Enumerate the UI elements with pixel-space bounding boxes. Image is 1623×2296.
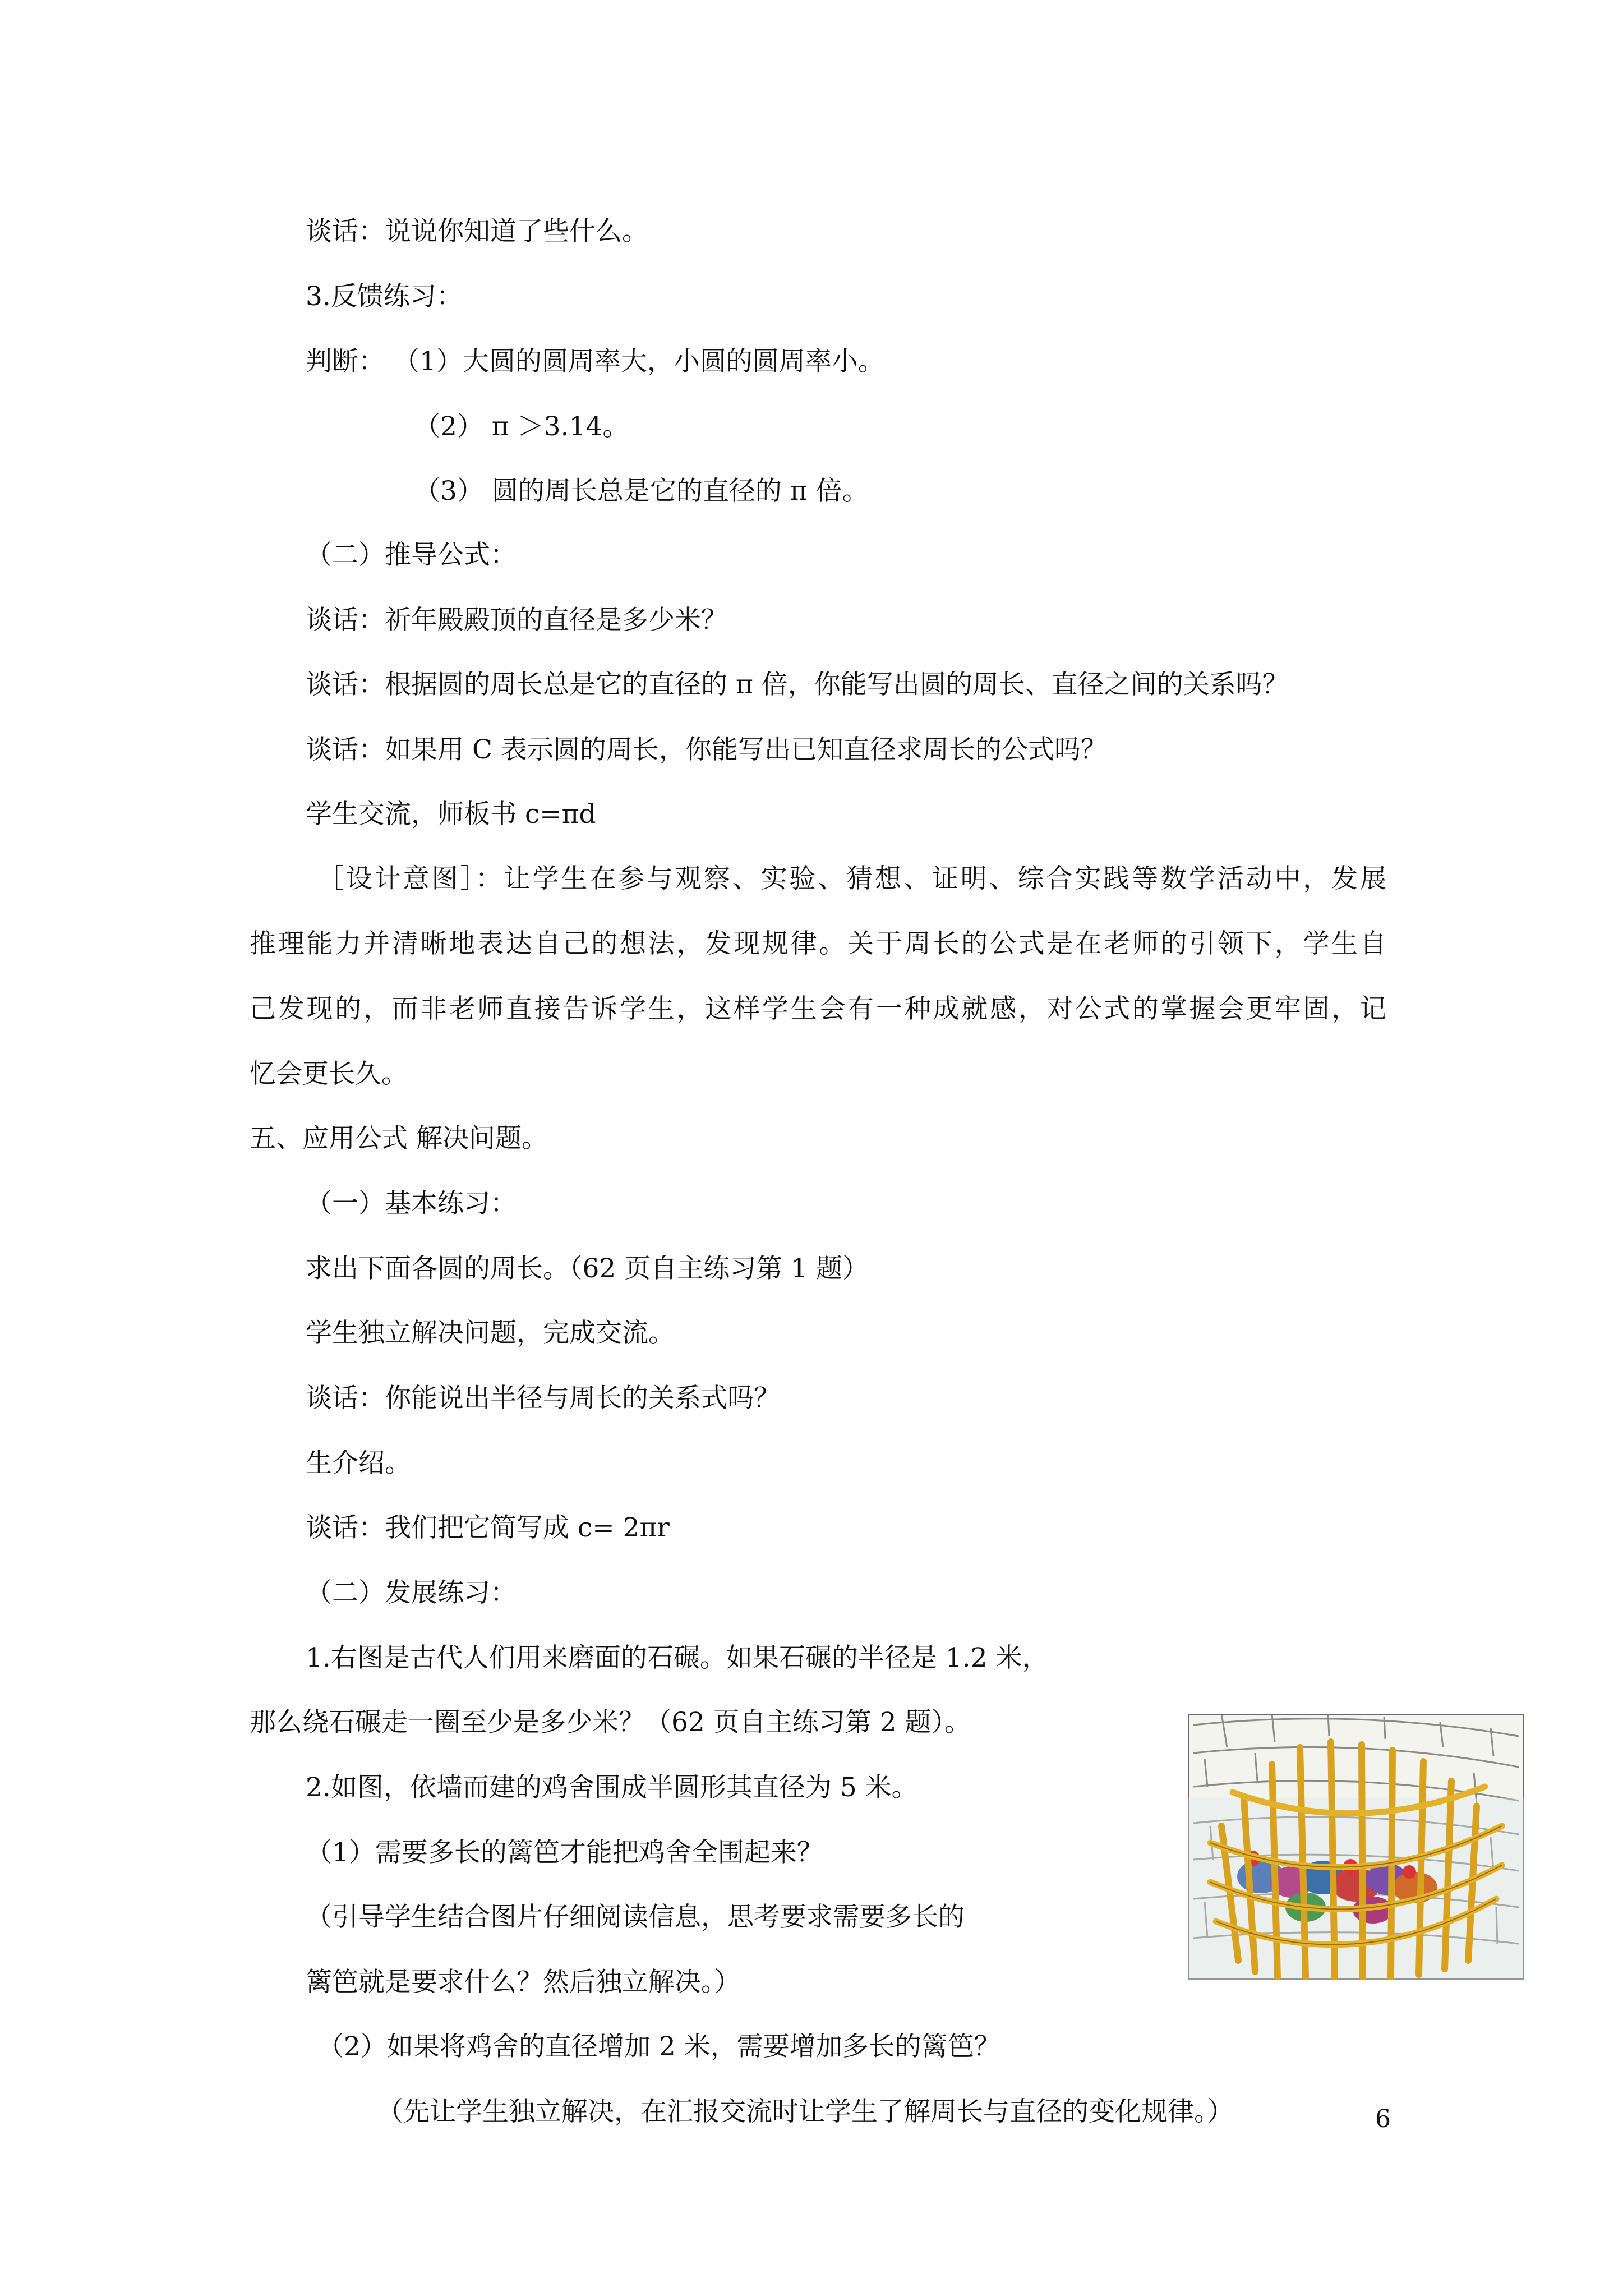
text-line: 学生独立解决问题，完成交流。 [306, 1318, 675, 1349]
text-line: 判断： （1）大圆的圆周率大，小圆的圆周率小。 [306, 346, 884, 377]
text-line: 那么绕石碾走一圈至少是多少米？（62 页自主练习第 2 题）。 [250, 1707, 971, 1738]
design-intent-line: 忆会更长久。 [250, 1059, 408, 1089]
text-line: （3） 圆的周长总是它的直径的 π 倍。 [414, 476, 869, 507]
text-line: 生介绍。 [306, 1448, 411, 1479]
text-line: 学生交流，师板书 c=πd [306, 799, 596, 830]
text-line: 谈话：如果用 C 表示圆的周长，你能写出已知直径求周长的公式吗？ [306, 734, 1107, 765]
design-intent-line: ［设计意图］：让学生在参与观察、实验、猜想、证明、综合实践等数学活动中，发展 [317, 863, 1386, 894]
section-heading: （二）推导公式： [306, 540, 517, 570]
page-number: 6 [1375, 2105, 1391, 2133]
text-line: （先让学生独立解决，在汇报交流时让学生了解周长与直径的变化规律。） [377, 2096, 1234, 2127]
section-heading: （一）基本练习： [306, 1188, 517, 1219]
text-line: 谈话：祈年殿殿顶的直径是多少米？ [306, 605, 727, 636]
text-line: （1）需要多长的篱笆才能把鸡舍全围起来？ [306, 1837, 823, 1868]
text-line: 1.右图是古代人们用来磨面的石碾。如果石碾的半径是 1.2 米， [306, 1642, 1049, 1673]
text-line: 谈话：我们把它简写成 c= 2πr [306, 1512, 670, 1543]
text-line: 谈话：你能说出半径与周长的关系式吗？ [306, 1383, 780, 1414]
section-heading: 五、应用公式 解决问题。 [250, 1123, 548, 1154]
chicken-coop-illustration [1188, 1714, 1524, 1980]
text-line: 3.反馈练习： [306, 281, 463, 312]
text-line: 篱笆就是要求什么？然后独立解决。） [306, 1967, 741, 1998]
text-line: 谈话：根据圆的周长总是它的直径的 π 倍，你能写出圆的周长、直径之间的关系吗？ [306, 669, 1289, 700]
text-line: （引导学生结合图片仔细阅读信息，思考要求需要多长的 [306, 1902, 965, 1932]
design-intent-line: 推理能力并清晰地表达自己的想法，发现规律。关于周长的公式是在老师的引领下，学生自 [250, 928, 1386, 959]
design-intent-line: 己发现的，而非老师直接告诉学生，这样学生会有一种成就感，对公式的掌握会更牢固，记 [250, 993, 1386, 1024]
section-heading: （二）发展练习： [306, 1577, 517, 1608]
text-line: 2.如图，依墙而建的鸡舍围成半圆形其直径为 5 米。 [306, 1772, 918, 1803]
text-line: （2） π ＞3.14。 [414, 411, 629, 442]
text-line: 谈话：说说你知道了些什么。 [306, 216, 648, 247]
text-line: （2）如果将鸡舍的直径增加 2 米，需要增加多长的篱笆？ [317, 2031, 1000, 2062]
text-line: 求出下面各圆的周长。（62 页自主练习第 1 题） [306, 1253, 869, 1284]
